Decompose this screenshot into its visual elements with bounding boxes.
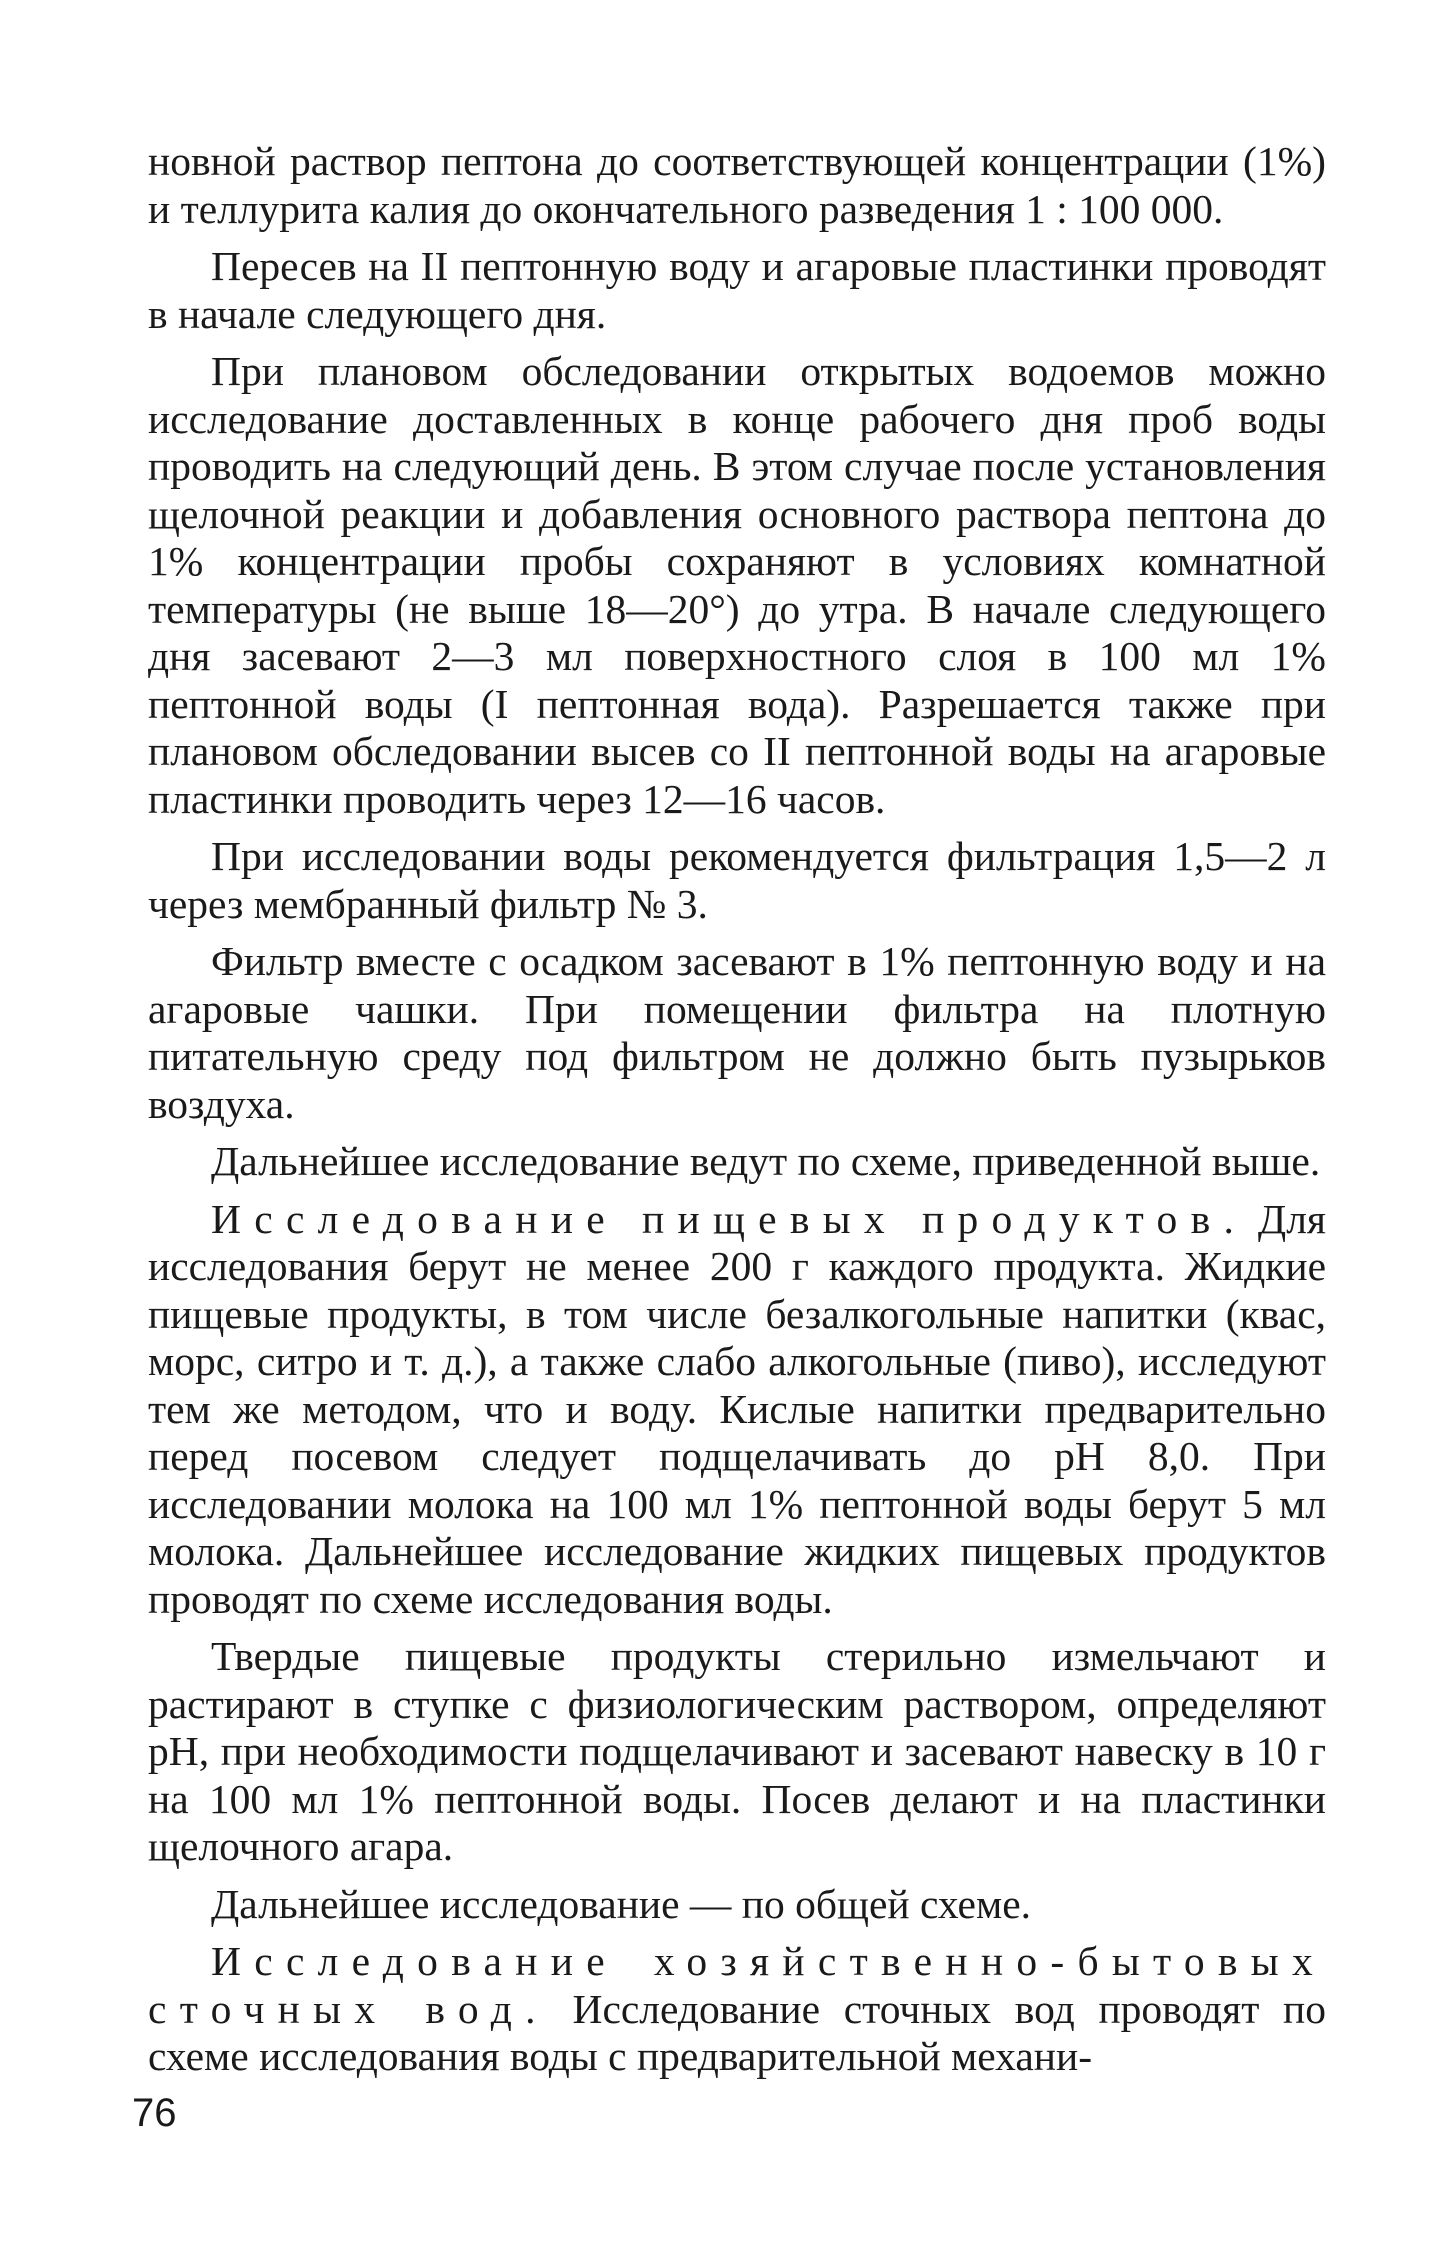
paragraph-continuation: новной раствор пептона до соответствующей концентрации (1%) и теллурита калия до окончательного разведения 1 : 100 000.: [148, 138, 1326, 232]
section-heading-sewage: Исследование хозяйственно-бытовых сточных вод.: [148, 1938, 1326, 2032]
paragraph-planned-survey: При плановом обследовании открытых водоемов можно исследование доставленных в конце рабочего дня проб воды проводить на следующий день. В этом случае после установления щелочной реакции и добавления основного раствора пептона до 1% концентрации пробы сохраняют в условиях комнатной температуры (не выше 18—20°) до утра. В начале следующего дня засевают 2—3 мл поверхностного слоя в 100 мл 1% пептонной воды (I пептонная вода). Разрешается также при плановом обследовании высев со II пептонной воды на агаровые пластинки проводить через 12—16 часов.: [148, 348, 1326, 822]
paragraph-sewage: [148, 1938, 1326, 2081]
page-number: 76: [132, 2091, 177, 2135]
paragraph-filtration: При исследовании воды рекомендуется фильтрация 1,5—2 л через мембранный фильтр № 3.: [148, 833, 1326, 927]
page-body: [148, 138, 1326, 2081]
paragraph-general-scheme: Дальнейшее исследование — по общей схеме.: [211, 1880, 1032, 1927]
food-section-text: Для исследования берут не менее 200 г каждого продукта. Жидкие пищевые продукты, в том числе безалкогольные напитки (квас, морс, ситро и т. д.), а также слабо алкогольные (пиво), исследуют тем же методом, что и воду. Кислые напитки предварительно перед посевом следует подщелачивать до pH 8,0. При исследовании молока на 100 мл 1% пептонной воды берут 5 мл молока. Дальнейшее исследование жидких пищевых продуктов проводят по схеме исследования воды.: [148, 1195, 1326, 1622]
paragraph-further-research: Дальнейшее исследование ведут по схеме, приведенной выше.: [211, 1138, 1321, 1184]
paragraph-solid-food: Твердые пищевые продукты стерильно измельчают и растирают в ступке с физиологическим раствором, определяют pH, при необходимости подщелачивают и засевают навеску в 10 г на 100 мл 1% пептонной воды. Посев делают и на пластинки щелочного агара.: [148, 1633, 1326, 1869]
paragraph-reseeding: Пересев на II пептонную воду и агаровые пластинки проводят в начале следующего дня.: [148, 243, 1326, 337]
paragraph-filter-seeding: Фильтр вместе с осадком засевают в 1% пептонную воду и на агаровые чашки. При помещении фильтра на плотную питательную среду под фильтром не должно быть пузырьков воздуха.: [148, 938, 1326, 1127]
section-heading-food: Исследование пищевых продуктов.: [211, 1195, 1248, 1242]
paragraph-food-products: [148, 1196, 1326, 1624]
sewage-section-text: Исследование сточных вод проводят по схеме исследования воды с предварительной механи-: [148, 1985, 1326, 2079]
